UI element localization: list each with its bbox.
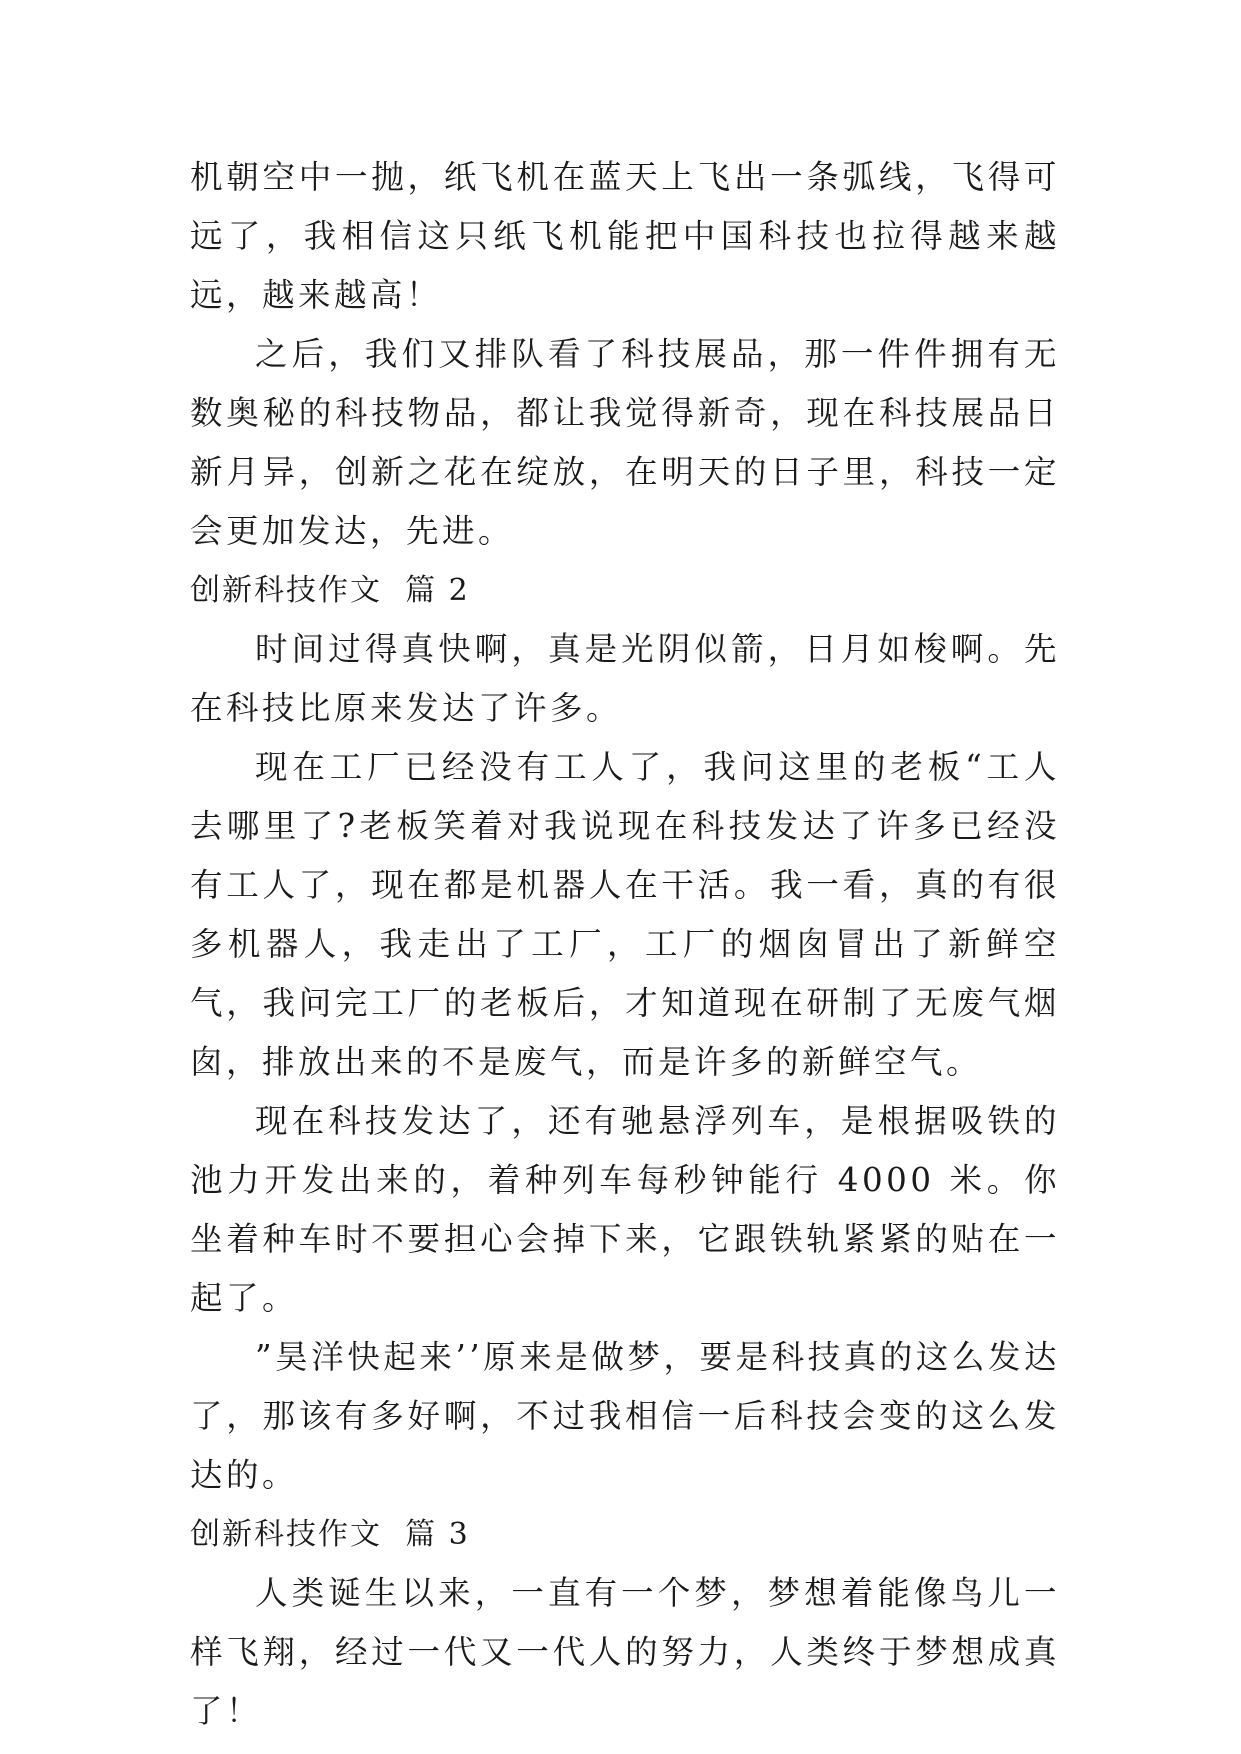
section-heading-2: 创新科技作文 篇 2: [190, 573, 470, 608]
paragraph-factory: 现在工厂已经没有工人了，我问这里的老板“工人去哪里了?老板笑着对我说现在科技发达了许多已经没有工人了，现在都是机器人在干活。我一看，真的有很多机器人，我走出了工厂，工厂的烟囱冒出了新鲜空气，我问完工厂的老板后，才知道现在研制了无废气烟囱，排放出来的不是废气，而是许多的新鲜空气。: [190, 748, 1060, 1081]
document-page: [190, 148, 1060, 1741]
paragraph-time-flies: 时间过得真快啊，真是光阴似箭，日月如梭啊。先在科技比原来发达了许多。: [190, 630, 1060, 727]
paragraph-dream: ”昊洋快起来’’原来是做梦，要是科技真的这么发达了，那该有多好啊，不过我相信一后科技会变的这么发达的。: [190, 1338, 1060, 1494]
paragraph-maglev: 现在科技发达了，还有驰悬浮列车，是根据吸铁的池力开发出来的，着种列车每秒钟能行 4000 米。你坐着种车时不要担心会掉下来，它跟铁轨紧紧的贴在一起了。: [190, 1102, 1060, 1317]
paragraph-flight-dream: 人类诞生以来，一直有一个梦，梦想着能像鸟儿一样飞翔，经过一代又一代人的努力，人类终于梦想成真了！: [190, 1574, 1060, 1730]
section-heading-3: 创新科技作文 篇 3: [190, 1517, 470, 1552]
paragraph-paper-plane: 机朝空中一抛，纸飞机在蓝天上飞出一条弧线，飞得可远了，我相信这只纸飞机能把中国科技也拉得越来越远，越来越高！: [190, 158, 1060, 314]
paragraph-exhibits: 之后，我们又排队看了科技展品，那一件件拥有无数奥秘的科技物品，都让我觉得新奇，现在科技展品日新月异，创新之花在绽放，在明天的日子里，科技一定会更加发达，先进。: [190, 335, 1060, 550]
